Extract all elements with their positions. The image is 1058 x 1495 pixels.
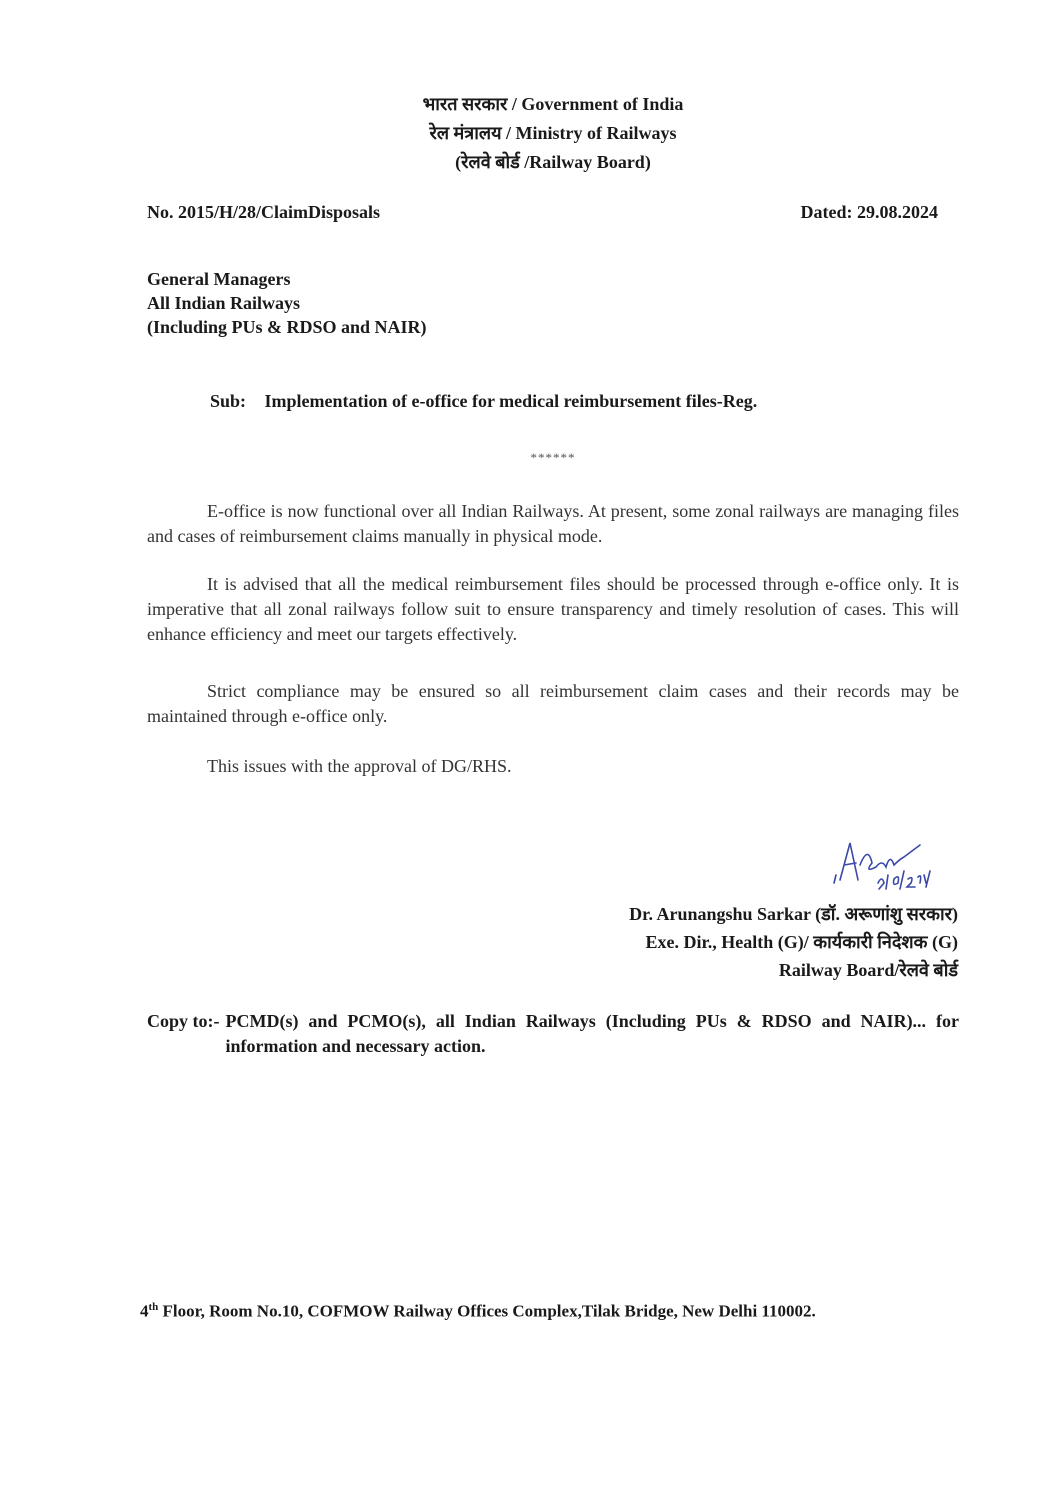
subject-label: Sub:: [210, 391, 247, 411]
paragraph-1: E-office is now functional over all Indian Railways. At present, some zonal railways are managing files and cases of reimbursement claims manually in physical mode.: [147, 501, 959, 546]
footer-floor-number: 4: [140, 1301, 149, 1321]
reference-number: No. 2015/H/28/ClaimDisposals: [147, 202, 381, 222]
footer-superscript: th: [148, 1301, 159, 1313]
signatory-name: Dr. Arunangshu Sarkar (डॉ. अरूणांशु सरकार): [629, 904, 958, 924]
footer-address-text: Floor, Room No.10, COFMOW Railway Offices Complex,Tilak Bridge, New Delhi 110002.: [158, 1301, 816, 1321]
subject: [210, 391, 757, 412]
separator: ******: [530, 450, 576, 465]
signatory-block: [629, 900, 958, 984]
paragraph-4: This issues with the approval of DG/RHS.: [207, 756, 512, 776]
paragraph-2: It is advised that all the medical reimbursement files should be processed through e-office only. It is imperative that all zonal railways follow suit to ensure transparency and timely resolution of cases. This will enhance efficiency and meet our targets effectively.: [147, 574, 959, 644]
subject-text: Implementation of e-office for medical reimbursement files-Reg.: [264, 391, 758, 411]
header-board: (रेलवे बोर्ड /Railway Board): [455, 152, 651, 172]
copy-to-text: PCMD(s) and PCMO(s), all Indian Railways (Including PUs & RDSO and NAIR)... for information and necessary action.: [225, 1011, 959, 1056]
copy-to: [147, 1009, 959, 1059]
footer-address: [140, 1301, 816, 1322]
paragraph-3: Strict compliance may be ensured so all reimbursement claim cases and their records may be maintained through e-office only.: [147, 681, 959, 726]
signatory-designation: Exe. Dir., Health (G)/ कार्यकारी निदेशक (G): [645, 932, 958, 952]
header-ministry: रेल मंत्रालय / Ministry of Railways: [429, 123, 677, 143]
copy-to-label: Copy to:-: [147, 1011, 220, 1031]
handwritten-signature: [820, 835, 940, 895]
addressee-line: All Indian Railways: [147, 293, 301, 313]
addressee-line: (Including PUs & RDSO and NAIR): [147, 317, 427, 337]
signatory-office: Railway Board/रेलवे बोर्ड: [778, 960, 958, 980]
letter-date: Dated: 29.08.2024: [800, 202, 938, 222]
addressee: [147, 267, 427, 339]
addressee-line: General Managers: [147, 269, 291, 289]
header-government: भारत सरकार / Government of India: [422, 94, 684, 114]
